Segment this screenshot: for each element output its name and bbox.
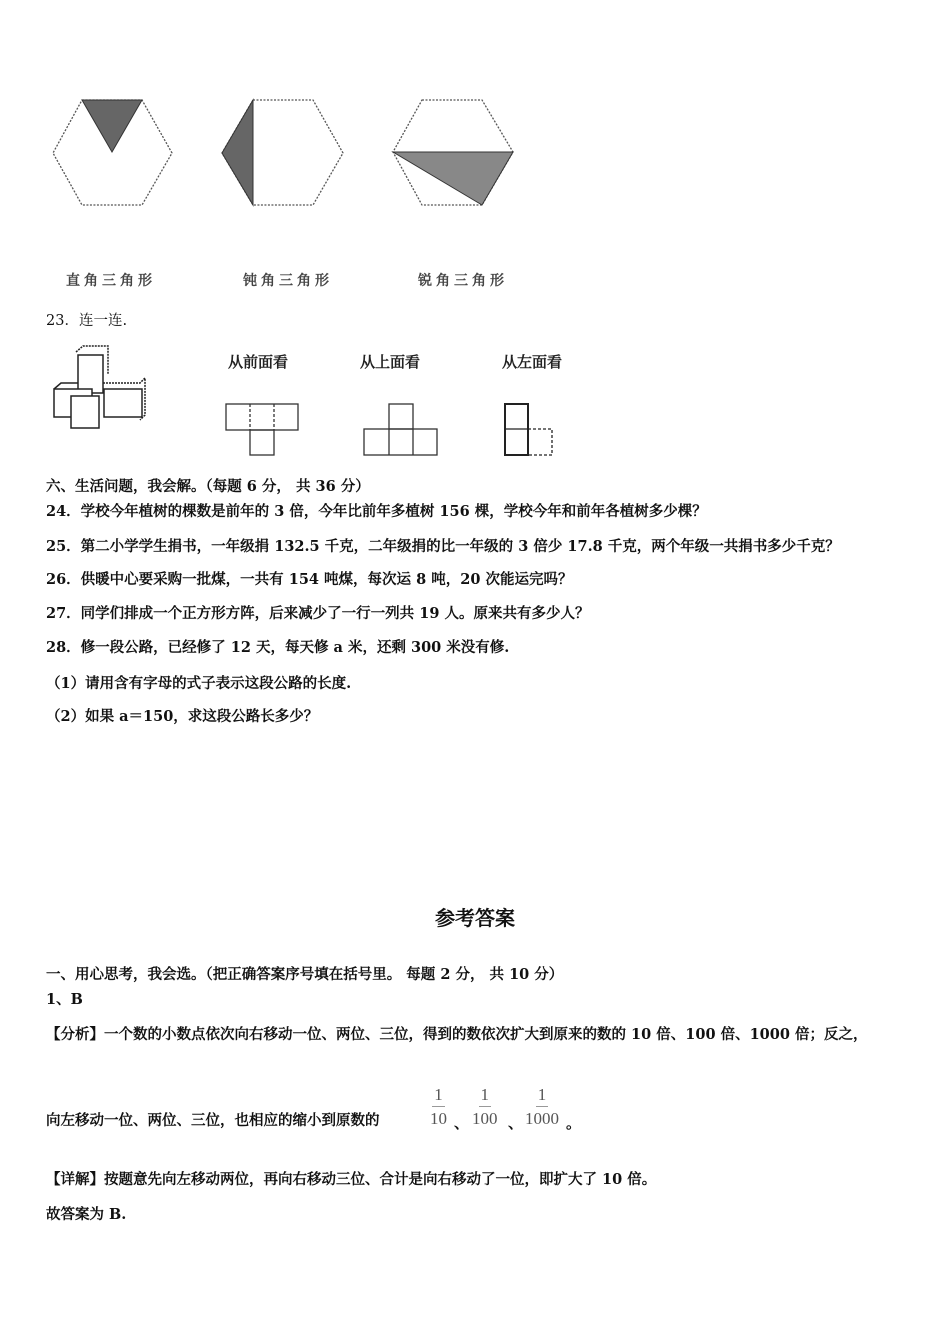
answers-title: 参考答案 — [435, 906, 515, 930]
fraction-1-1000: $\frac{1}{1000}$ — [525, 1085, 559, 1128]
acute-triangle-shaded — [393, 152, 513, 205]
question-28: 28．修一段公路，已经修了 12 天，每天修 a 米，还剩 300 米没有修. — [46, 639, 510, 656]
period: 。 — [566, 1114, 582, 1132]
answer-1-detail: 【详解】按题意先向左移动两位，再向右移动三位、合计是向右移动了一位，即扩大了 10 倍。 — [46, 1171, 657, 1188]
question-27: 27．同学们排成一个正方形方阵，后来减少了一行一列共 19 人。原来共有多少人？ — [46, 605, 590, 622]
obtuse-triangle-shaded — [222, 100, 253, 205]
right-triangle-shaded — [82, 100, 142, 152]
fraction-1-100: $\frac{1}{100}$ — [472, 1085, 498, 1128]
top-view — [364, 404, 437, 455]
question-28-part-1: （1）请用含有字母的式子表示这段公路的长度. — [46, 675, 352, 692]
answer-1: 1、B — [46, 991, 83, 1008]
answer-1-conclusion: 故答案为 B. — [46, 1206, 127, 1223]
answer-1-analysis: 【分析】一个数的小数点依次向右移动一位、两位、三位，得到的数依次扩大到原来的数的 10 倍、100 倍、1000 倍；反之， — [46, 1026, 868, 1043]
label-acute-triangle: 锐角三角形 — [418, 273, 508, 289]
cube-stack — [54, 346, 145, 428]
question-28-part-2: （2）如果 a＝150，求这段公路长多少？ — [46, 708, 319, 725]
separator: 、 — [508, 1114, 524, 1132]
left-view — [505, 404, 552, 455]
section-6-heading: 六、生活问题，我会解。（每题 6 分， 共 36 分） — [46, 478, 370, 495]
view-label-top: 从上面看 — [360, 353, 421, 371]
figures — [0, 0, 950, 480]
front-view — [226, 404, 298, 455]
label-right-triangle: 直角三角形 — [66, 273, 156, 289]
question-26: 26．供暖中心要采购一批煤，一共有 154 吨煤，每次运 8 吨，20 次能运完吗？ — [46, 571, 573, 588]
label-obtuse-triangle: 钝角三角形 — [243, 273, 333, 289]
question-23-title: 23．连一连. — [46, 313, 128, 329]
fraction-1-10: $\frac{1}{10}$ — [430, 1085, 447, 1128]
view-label-left: 从左面看 — [502, 353, 563, 371]
answers-section-1-heading: 一、用心思考，我会选。（把正确答案序号填在括号里。 每题 2 分， 共 10 分） — [46, 966, 564, 983]
question-24: 24．学校今年植树的棵数是前年的 3 倍，今年比前年多植树 156 棵，学校今年和前年各植树多少棵？ — [46, 503, 707, 520]
view-label-front: 从前面看 — [228, 353, 289, 371]
question-25: 25．第二小学学生捐书，一年级捐 132.5 千克，二年级捐的比一年级的 3 倍少 17.8 千克，两个年级一共捐书多少千克？ — [46, 538, 840, 555]
separator: 、 — [454, 1114, 470, 1132]
answer-1-analysis-cont: 向左移动一位、两位、三位，也相应的缩小到原数的 — [46, 1112, 380, 1129]
